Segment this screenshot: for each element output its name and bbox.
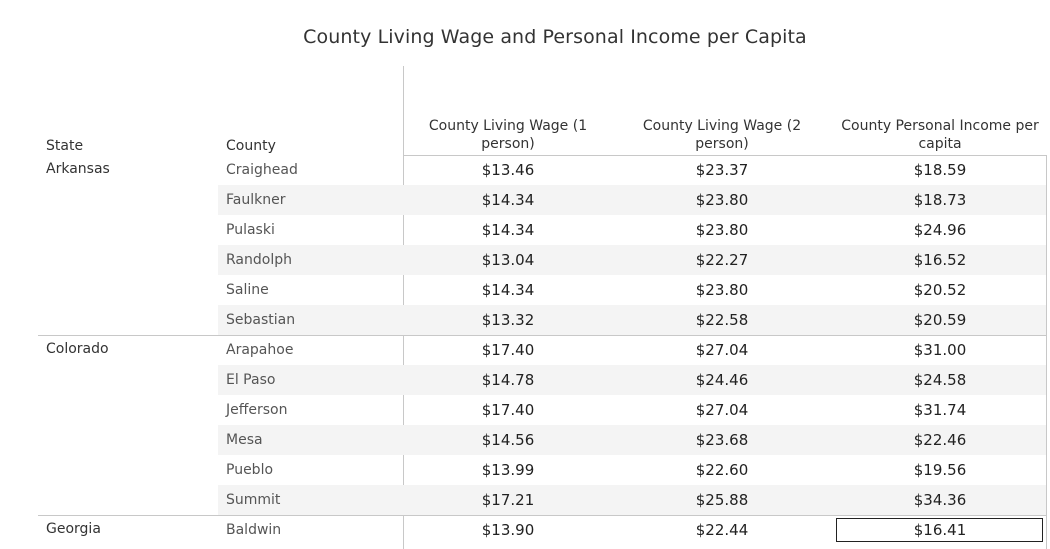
county-label[interactable]: Faulkner (226, 192, 286, 208)
value-cell[interactable]: $14.34 (481, 221, 535, 239)
body-divider-right (1046, 155, 1047, 549)
value-cell[interactable]: $22.58 (695, 311, 749, 329)
value-cell[interactable]: $17.40 (481, 341, 535, 359)
value-cell[interactable]: $17.21 (481, 491, 535, 509)
value-cell[interactable]: $31.74 (913, 401, 967, 419)
value-cell[interactable]: $23.80 (695, 281, 749, 299)
value-cell[interactable]: $27.04 (695, 341, 749, 359)
value-cell[interactable]: $20.52 (913, 281, 967, 299)
value-cell[interactable]: $13.46 (481, 161, 535, 179)
county-label[interactable]: El Paso (226, 372, 276, 388)
column-header-living-wage-1[interactable]: County Living Wage (1 person) (428, 118, 588, 152)
value-cell[interactable]: $27.04 (695, 401, 749, 419)
column-header-personal-income[interactable]: County Personal Income per capita (841, 118, 1039, 152)
value-cell[interactable]: $25.88 (695, 491, 749, 509)
column-header-living-wage-2[interactable]: County Living Wage (2 person) (642, 118, 802, 152)
chart-title: County Living Wage and Personal Income per Capita (303, 26, 807, 48)
value-cell[interactable]: $31.00 (913, 341, 967, 359)
value-cell[interactable]: $23.80 (695, 221, 749, 239)
value-cell[interactable]: $14.34 (481, 191, 535, 209)
county-label[interactable]: Mesa (226, 432, 263, 448)
state-label[interactable]: Georgia (46, 521, 101, 537)
value-cell[interactable]: $22.27 (695, 251, 749, 269)
value-cell[interactable]: $13.99 (481, 461, 535, 479)
county-label[interactable]: Jefferson (226, 402, 288, 418)
county-label[interactable]: Summit (226, 492, 281, 508)
value-cell[interactable]: $16.52 (913, 251, 967, 269)
value-cell[interactable]: $24.46 (695, 371, 749, 389)
value-cell[interactable]: $24.96 (913, 221, 967, 239)
value-cell[interactable]: $20.59 (913, 311, 967, 329)
value-cell[interactable]: $24.58 (913, 371, 967, 389)
value-cell[interactable]: $16.41 (913, 521, 967, 539)
county-label[interactable]: Sebastian (226, 312, 296, 328)
value-cell[interactable]: $18.73 (913, 191, 967, 209)
value-cell[interactable]: $14.78 (481, 371, 535, 389)
county-header[interactable]: County (226, 138, 276, 154)
value-cell[interactable]: $23.37 (695, 161, 749, 179)
value-cell[interactable]: $14.56 (481, 431, 535, 449)
value-cell[interactable]: $22.60 (695, 461, 749, 479)
value-cell[interactable]: $34.36 (913, 491, 967, 509)
value-cell[interactable]: $14.34 (481, 281, 535, 299)
value-cell[interactable]: $23.68 (695, 431, 749, 449)
value-cell[interactable]: $13.90 (481, 521, 535, 539)
county-label[interactable]: Arapahoe (226, 342, 294, 358)
county-label[interactable]: Saline (226, 282, 269, 298)
state-label[interactable]: Arkansas (46, 161, 110, 177)
county-label[interactable]: Pueblo (226, 462, 274, 478)
county-label[interactable]: Craighead (226, 162, 298, 178)
value-cell[interactable]: $13.04 (481, 251, 535, 269)
value-cell[interactable]: $22.44 (695, 521, 749, 539)
value-cell[interactable]: $22.46 (913, 431, 967, 449)
value-cell[interactable]: $18.59 (913, 161, 967, 179)
value-cell[interactable]: $13.32 (481, 311, 535, 329)
value-cell[interactable]: $23.80 (695, 191, 749, 209)
state-header[interactable]: State (46, 138, 84, 154)
state-label[interactable]: Colorado (46, 341, 109, 357)
value-cell[interactable]: $19.56 (913, 461, 967, 479)
county-label[interactable]: Randolph (226, 252, 292, 268)
county-label[interactable]: Pulaski (226, 222, 275, 238)
county-label[interactable]: Baldwin (226, 522, 282, 538)
selected-cell-highlight (836, 518, 1043, 542)
value-cell[interactable]: $17.40 (481, 401, 535, 419)
